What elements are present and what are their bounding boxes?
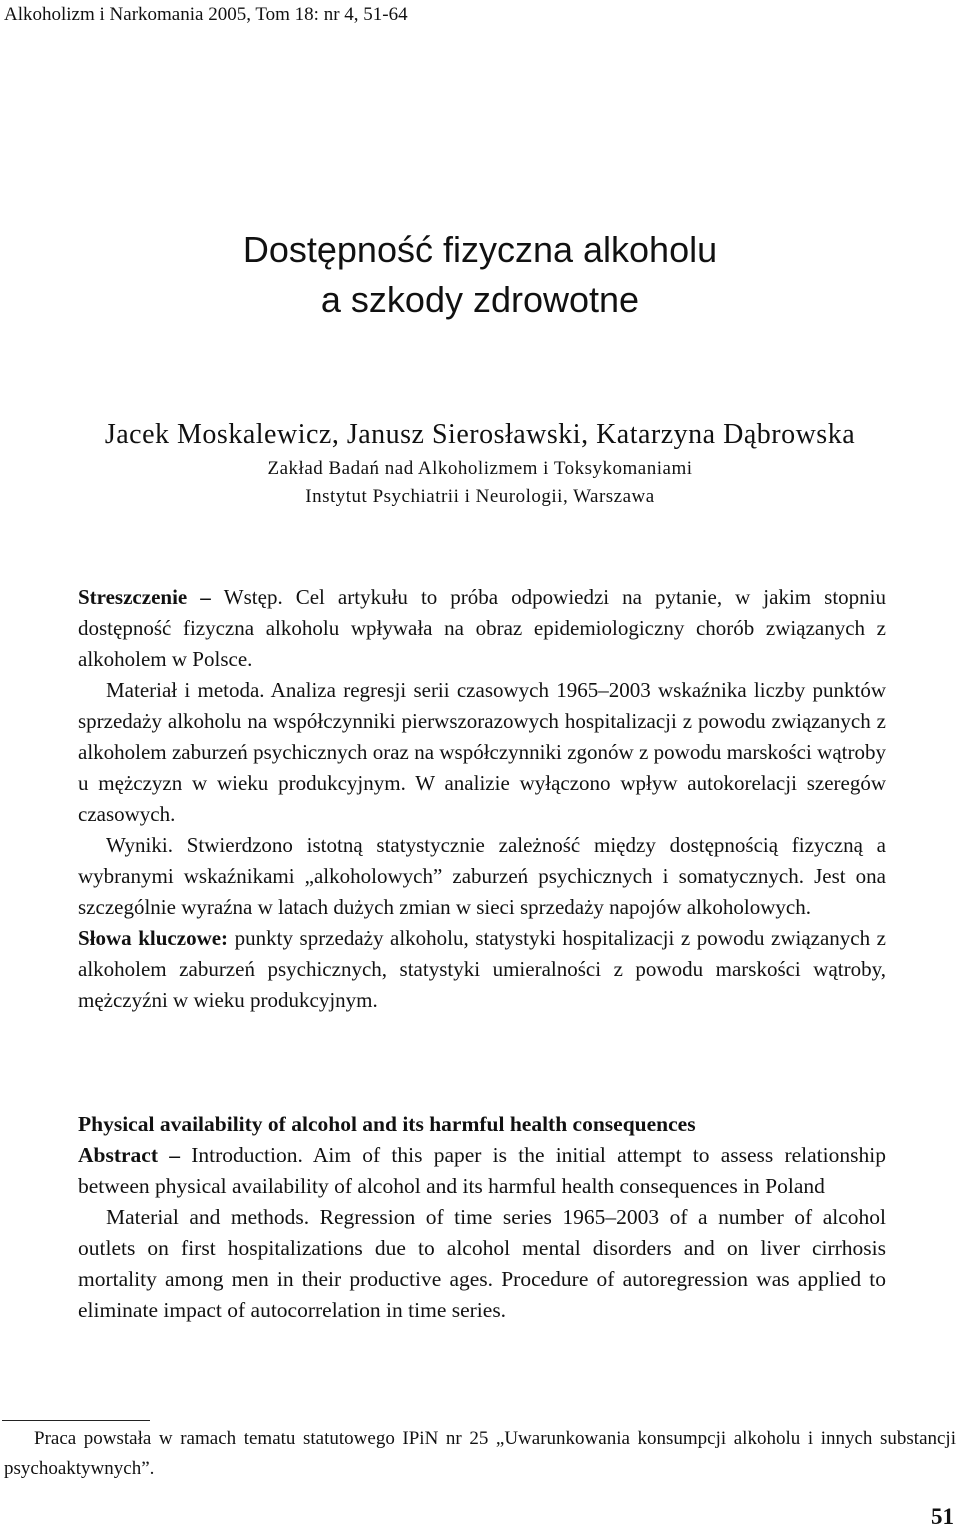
- keywords-label: Słowa kluczowe:: [78, 926, 235, 950]
- abstract-pl-results-label: Wyniki.: [106, 833, 187, 857]
- abstract-pl-results: [78, 830, 886, 923]
- abstract-pl-label: Streszczenie –: [78, 585, 224, 609]
- abstract-en-methods: [78, 1202, 886, 1326]
- abstract-pl-keywords: [78, 923, 886, 1016]
- abstract-english: [78, 1109, 886, 1326]
- abstract-pl-intro-sublabel: Wstęp.: [223, 585, 296, 609]
- abstract-pl-methods: [78, 675, 886, 830]
- abstract-en-methods-text: Regression of time series 1965–2003 of a number of alcohol outlets on first hospitalizations due to alcohol mental disorders and on liver cirrhosis mortality among men in their productive ages. Procedure of autoregression was applied to eliminate impact of autocorrelation in time series.: [78, 1205, 886, 1322]
- title-line-2: a szkody zdrowotne: [320, 279, 640, 320]
- abstract-en-intro-sublabel: Introduction.: [191, 1143, 313, 1167]
- title-line-1: Dostępność fizyczna alkoholu: [242, 229, 718, 270]
- english-title: Physical availability of alcohol and its harmful health consequences: [78, 1112, 696, 1136]
- keywords-text: punkty sprzedaży alkoholu, statystyki hospitalizacji z powodu związanych z alkoholem zaburzeń psychicznych, statystyki umieralności z powodu marskości wątroby, mężczyźni w wieku produkcyjnym.: [78, 926, 886, 1012]
- affiliation: [0, 455, 960, 511]
- abstract-en-methods-label: Material and methods.: [106, 1205, 320, 1229]
- affiliation-line-2: Instytut Psychiatrii i Neurologii, Warszawa: [305, 486, 655, 507]
- abstract-en-intro: [78, 1140, 886, 1202]
- abstract-polish: [78, 582, 886, 1016]
- abstract-pl-methods-label: Materiał i metoda.: [106, 678, 271, 702]
- abstract-pl-results-text: Stwierdzono istotną statystycznie zależność między dostępnością fizyczną a wybranymi wskaźnikami „alkoholowych” zaburzeń psychicznych i somatycznych. Jest ona szczególnie wyraźna w latach dużych zmian w sieci sprzedaży napojów alkoholowych.: [78, 833, 886, 919]
- abstract-pl-intro-text: Cel artykułu to próba odpowiedzi na pytanie, w jakim stopniu dostępność fizyczna alkoholu wpływała na obraz epidemiologiczny chorób związanych z alkoholem w Polsce.: [78, 585, 886, 671]
- abstract-en-intro-text: Aim of this paper is the initial attempt to assess relationship between physical availability of alcohol and its harmful health consequences in Poland: [78, 1143, 886, 1198]
- authors: Jacek Moskalewicz, Janusz Sierosławski, Katarzyna Dąbrowska: [104, 419, 856, 450]
- journal-header: Alkoholizm i Narkomania 2005, Tom 18: nr 4, 51-64: [4, 4, 408, 25]
- footnote: Praca powstała w ramach tematu statutowego IPiN nr 25 „Uwarunkowania konsumpcji alkoholu i innych substancji psychoaktywnych”.: [4, 1428, 956, 1479]
- abstract-en-label: Abstract –: [78, 1143, 192, 1167]
- abstract-pl-intro: [78, 582, 886, 675]
- affiliation-line-1: Zakład Badań nad Alkoholizmem i Toksykomaniami: [267, 458, 693, 479]
- page-number: 51: [931, 1504, 954, 1529]
- abstract-pl-methods-text: Analiza regresji serii czasowych 1965–2003 wskaźnika liczby punktów sprzedaży alkoholu na współczynniki pierwszorazowych hospitalizacji z powodu związanych z alkoholem zaburzeń psychicznych oraz na współczynniki zgonów z powodu marskości wątroby u mężczyzn w wieku produkcyjnym. W analizie wyłączono wpływ autokorelacji szeregów czasowych.: [78, 678, 886, 826]
- article-title: [0, 225, 960, 325]
- footnote-divider: [2, 1420, 150, 1421]
